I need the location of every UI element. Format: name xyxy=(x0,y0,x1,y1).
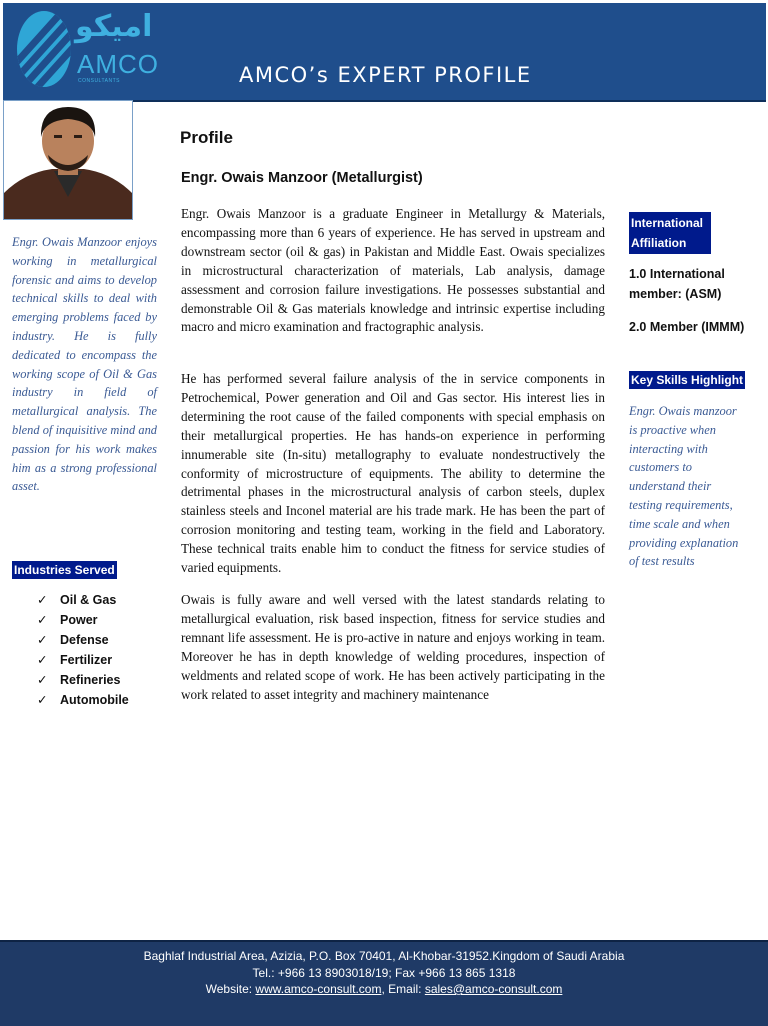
industry-label: Fertilizer xyxy=(60,653,113,667)
footer-phone: Tel.: +966 13 8903018/19; Fax +966 13 865 1318 xyxy=(252,965,516,980)
industries-list xyxy=(37,590,129,710)
amco-logo-icon xyxy=(17,11,71,87)
email-label: Email: xyxy=(388,982,422,996)
checkmark-icon: ✓ xyxy=(37,633,48,647)
list-item xyxy=(37,610,129,630)
checkmark-icon: ✓ xyxy=(37,673,48,687)
website-label: Website: xyxy=(205,982,253,996)
key-skills-label: Key Skills Highlight xyxy=(631,373,744,387)
intro-text: Engr. Owais Manzoor enjoys working in metallurgical forensic and aims to develop technical skills to deal with emerging problems faced by industry. He is fully dedicated to encompass the working scope of Oil & Gas industry in field of metallurgical analysis. The blend of inquisitive mind and passion for his work makes him as a strong professional asset. xyxy=(12,235,157,494)
page-footer xyxy=(0,940,768,1026)
profile-paragraph-2: He has performed several failure analysis of the in service components in Petrochemical, Power generation and Oil and Gas sector. His interest lies in determining the root cause of the failed components with special emphasis on their metallurgical properties. He has hands-on experience in performing innumerable site (In-situ) metallography to evaluate nondestructively the conformity of microstructure of equipments. The ability to determine the detrimental phases in the microstructural analysis of carbon steels, duplex stainless steels and Inconel material are his trade mark. He has been the part of corrosion monitoring and testing team, working in the field and Laboratory. These technical traits enable him to conduct the fitness for service studies of varied equipments. xyxy=(181,371,605,576)
checkmark-icon: ✓ xyxy=(37,593,48,607)
checkmark-icon: ✓ xyxy=(37,613,48,627)
logo-brand-text: AMCO xyxy=(77,49,159,79)
international-affiliation-label: International Affiliation xyxy=(629,212,711,254)
page-title: AMCO’s EXPERT PROFILE xyxy=(239,63,532,87)
checkmark-icon: ✓ xyxy=(37,653,48,667)
key-skills-text: Engr. Owais manzoor is proactive when interacting with customers to understand their testing requirements, time scale and when providing explanation of test results xyxy=(629,404,739,569)
page-header xyxy=(3,3,766,102)
footer-address: Baghlaf Industrial Area, Azizia, P.O. Box 70401, Al-Khobar-31952.Kingdom of Saudi Arabia xyxy=(143,949,625,963)
email-link[interactable]: sales@amco-consult.com xyxy=(424,982,563,996)
affiliation-item-immm: 2.0 Member (IMMM) xyxy=(629,320,745,334)
list-item xyxy=(37,630,129,650)
website-link[interactable]: www.amco-consult.com xyxy=(255,982,382,996)
logo-sub-text: CONSULTANTS xyxy=(78,78,120,84)
list-item xyxy=(37,690,129,710)
industry-label: Automobile xyxy=(60,693,129,707)
profile-heading: Profile xyxy=(180,128,233,147)
checkmark-icon: ✓ xyxy=(37,693,48,707)
profile-paragraph-1: Engr. Owais Manzoor is a graduate Engineer in Metallurgy & Materials, encompassing more than 6 years of experience. He has served in upstream and downstream sector (oil & gas) in Pakistan and Middle East. Owais specializes in microstructural characterization of materials, Lab analysis, damage assessment and corrosion failure investigations. He possesses substantial and demonstrable Oil & Gas materials knowledge and intrinsic expertise including macro and micro examination and fractographic analysis. xyxy=(181,206,605,335)
amco-logo xyxy=(15,9,159,89)
industry-label: Power xyxy=(60,613,98,627)
list-item xyxy=(37,670,129,690)
industry-label: Defense xyxy=(60,633,109,647)
person-name-heading: Engr. Owais Manzoor (Metallurgist) xyxy=(181,170,423,186)
affiliation-item-asm: 1.0 International member: (ASM) xyxy=(629,267,725,301)
industry-label: Refineries xyxy=(60,673,121,687)
logo-arabic-text: اميكو xyxy=(75,9,153,44)
footer-contact-line: Website: www.amco-consult.com, Email: sales@amco-consult.com xyxy=(205,982,563,996)
list-item xyxy=(37,590,129,610)
profile-photo xyxy=(3,100,133,220)
industries-served-label: Industries Served xyxy=(14,563,115,577)
profile-paragraph-3: Owais is fully aware and well versed with the latest standards relating to metallurgical evaluation, risk based inspection, fitness for service studies and remnant life assessment. He is pro-active in nature and enjoys working in team. Moreover he has in depth knowledge of welding procedures, inspection of weldments and related scope of work. He has been actively participating in the work related to asset integrity and machinery maintenance xyxy=(181,592,605,702)
industry-label: Oil & Gas xyxy=(60,593,117,607)
list-item xyxy=(37,650,129,670)
